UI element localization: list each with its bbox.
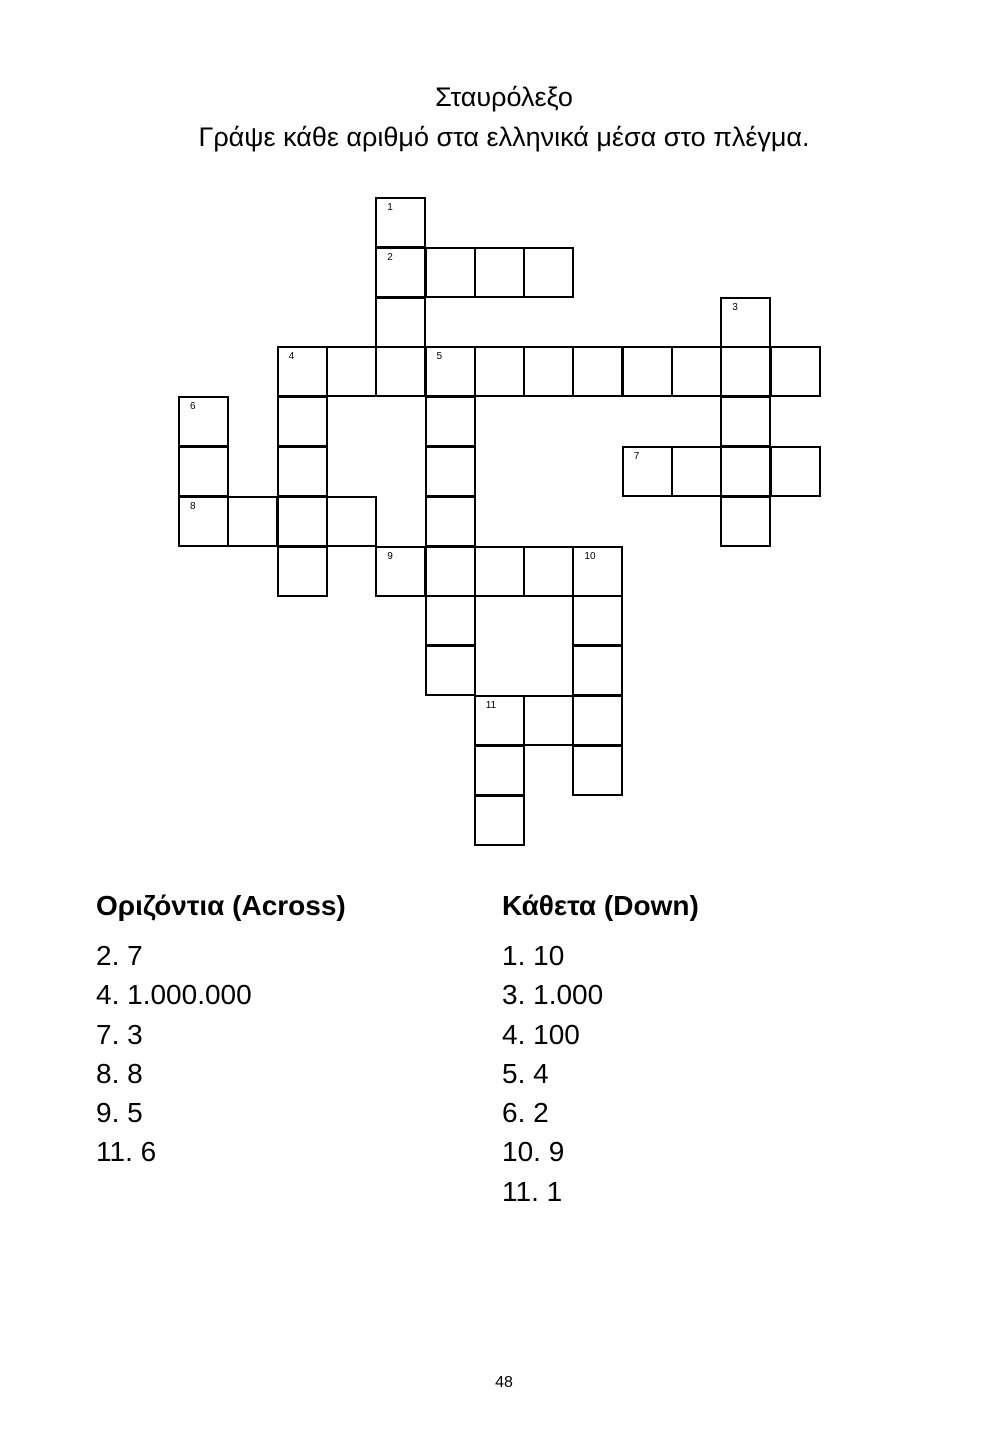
crossword-cell[interactable] [572,595,623,646]
crossword-cell[interactable] [277,346,328,397]
crossword-cell[interactable] [572,645,623,696]
crossword-cell[interactable] [474,695,525,746]
crossword-cell[interactable] [277,496,328,547]
crossword-cell[interactable] [523,346,574,397]
crossword-cell[interactable] [178,396,229,447]
crossword-cell[interactable] [227,496,278,547]
crossword-cell[interactable] [425,247,476,298]
crossword-cell[interactable] [326,496,377,547]
down-clue: 6. 2 [502,1097,549,1129]
crossword-cell[interactable] [671,346,722,397]
crossword-cell[interactable] [523,695,574,746]
crossword-cell[interactable] [474,546,525,597]
clue-number: 2 [387,251,393,263]
crossword-cell[interactable] [425,496,476,547]
crossword-cell[interactable] [425,346,476,397]
down-clue: 10. 9 [502,1136,565,1168]
down-clue: 4. 100 [502,1018,580,1050]
across-clue: 9. 5 [96,1097,143,1129]
down-clue: 1. 10 [502,940,565,971]
crossword-cell[interactable] [375,546,426,597]
crossword-cell[interactable] [277,446,328,497]
crossword-cell[interactable] [425,595,476,646]
crossword-cell[interactable] [178,446,229,497]
across-clues [96,886,346,1172]
clue-number: 7 [633,451,640,462]
crossword-cell[interactable] [326,346,377,397]
crossword-cell[interactable] [622,346,673,397]
crossword-cell[interactable] [474,795,525,846]
crossword-cell[interactable] [720,446,771,497]
down-clue: 3. 1.000 [502,979,604,1011]
crossword-grid [178,197,808,847]
crossword-cell[interactable] [375,346,426,397]
page-number: 48 [495,1374,513,1391]
crossword-cell[interactable] [425,446,476,497]
worksheet-title: Σταυρόλεξο [435,82,573,112]
crossword-cell[interactable] [375,247,426,298]
crossword-cell[interactable] [375,197,426,248]
clue-number: 8 [190,500,196,512]
across-heading: Οριζόντια (Across) [96,890,346,921]
clue-number: 6 [190,401,196,413]
crossword-cell[interactable] [375,297,426,348]
clue-number: 1 [387,202,393,213]
crossword-cell[interactable] [425,396,476,447]
crossword-cell[interactable] [720,396,771,447]
crossword-cell[interactable] [720,496,771,547]
down-clues [502,886,699,1211]
crossword-cell[interactable] [770,346,821,397]
crossword-cell[interactable] [572,745,623,796]
crossword-cell[interactable] [720,346,771,397]
clue-number: 10 [584,550,596,562]
crossword-cell[interactable] [474,247,525,298]
crossword-cell[interactable] [572,695,623,746]
across-clue: 11. 6 [96,1136,157,1168]
worksheet-instruction: Γράψε κάθε αριθμό στα ελληνικά μέσα στο πλέγμα. [198,122,810,152]
down-clue: 11. 1 [502,1175,563,1207]
crossword-cell[interactable] [523,247,574,298]
crossword-cell[interactable] [178,496,229,547]
across-clue: 8. 8 [96,1057,143,1089]
crossword-cell[interactable] [572,346,623,397]
crossword-cell[interactable] [720,297,771,348]
crossword-cell[interactable] [277,396,328,447]
crossword-cell[interactable] [572,546,623,597]
clue-number: 11 [485,700,497,711]
clue-number: 4 [288,351,295,363]
crossword-cell[interactable] [671,446,722,497]
crossword-cell[interactable] [474,745,525,796]
clue-number: 3 [732,301,738,313]
clue-number: 9 [387,550,393,562]
crossword-cell[interactable] [277,546,328,597]
down-clue: 5. 4 [502,1057,549,1089]
across-clue: 4. 1.000.000 [96,979,252,1011]
across-clue: 2. 7 [96,940,143,971]
crossword-cell[interactable] [474,346,525,397]
down-heading: Κάθετα (Down) [502,890,699,921]
crossword-cell[interactable] [523,546,574,597]
crossword-cell[interactable] [425,546,476,597]
crossword-cell[interactable] [622,446,673,497]
crossword-cell[interactable] [770,446,821,497]
clue-number: 5 [436,351,443,363]
across-clue: 7. 3 [96,1018,143,1050]
crossword-cell[interactable] [425,645,476,696]
